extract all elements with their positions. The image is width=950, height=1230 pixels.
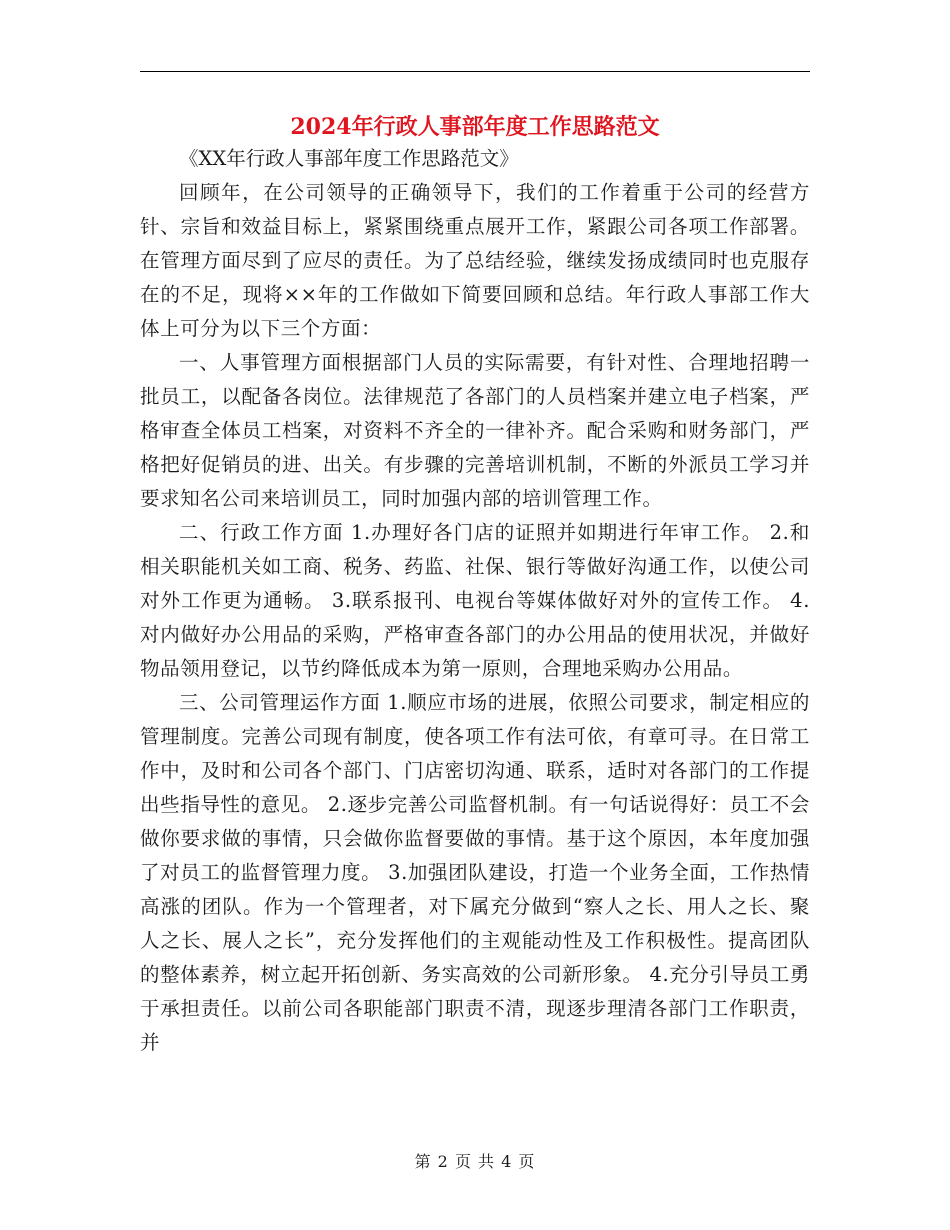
document-subtitle: 《XX年行政人事部年度工作思路范文》 [179, 147, 519, 170]
document-title: 2024年行政人事部年度工作思路范文 [290, 114, 660, 140]
header-rule [140, 71, 810, 72]
page-number: 第 2 页 共 4 页 [414, 1152, 536, 1171]
paragraph-hr-management: 一、人事管理方面根据部门人员的实际需要，有针对性、合理地招聘一批员工，以配备各岗位。法律规范了各部门的人员档案并建立电子档案，严格审查全体员工档案，对资料不齐全的一律补齐。配合采购和财务部门，严格把好促销员的进、出关。有步骤的完善培训机制，不断的外派员工学习并要求知名公司来培训员工，同时加强内部的培训管理工作。 [140, 351, 810, 510]
paragraph-admin-work: 二、行政工作方面 1.办理好各门店的证照并如期进行年审工作。 2.和相关职能机关如工商、税务、药监、社保、银行等做好沟通工作，以使公司对外工作更为通畅。 3.联系报刊、电视台等媒体做好对外的宣传工作。 4.对内做好办公用品的采购，严格审查各部门的办公用品的使用状况，并做好物品领用登记，以节约降低成本为第一原则，合理地采购办公用品。 [140, 521, 810, 680]
paragraph-intro: 回顾年，在公司领导的正确领导下，我们的工作着重于公司的经营方针、宗旨和效益目标上，紧紧围绕重点展开工作，紧跟公司各项工作部署。在管理方面尽到了应尽的责任。为了总结经验，继续发扬成绩同时也克服存在的不足，现将××年的工作做如下简要回顾和总结。年行政人事部工作大体上可分为以下三个方面： [140, 181, 810, 340]
paragraph-company-management: 三、公司管理运作方面 1.顺应市场的进展，依照公司要求，制定相应的管理制度。完善公司现有制度，使各项工作有法可依，有章可寻。在日常工作中，及时和公司各个部门、门店密切沟通、联系，适时对各部门的工作提出些指导性的意见。 2.逐步完善公司监督机制。有一句话说得好：员工不会做你要求做的事情，只会做你监督要做的事情。基于这个原因，本年度加强了对员工的监督管理力度。 3.加强团队建设，打造一个业务全面，工作热情高涨的团队。作为一个管理者，对下属充分做到“察人之长、用人之长、聚人之长、展人之长”，充分发挥他们的主观能动性及工作积极性。提高团队的整体素养，树立起开拓创新、务实高效的公司新形象。 4.充分引导员工勇于承担责任。以前公司各职能部门职责不清，现逐步理清各部门工作职责，并 [140, 691, 810, 1054]
document-body [140, 142, 810, 1060]
